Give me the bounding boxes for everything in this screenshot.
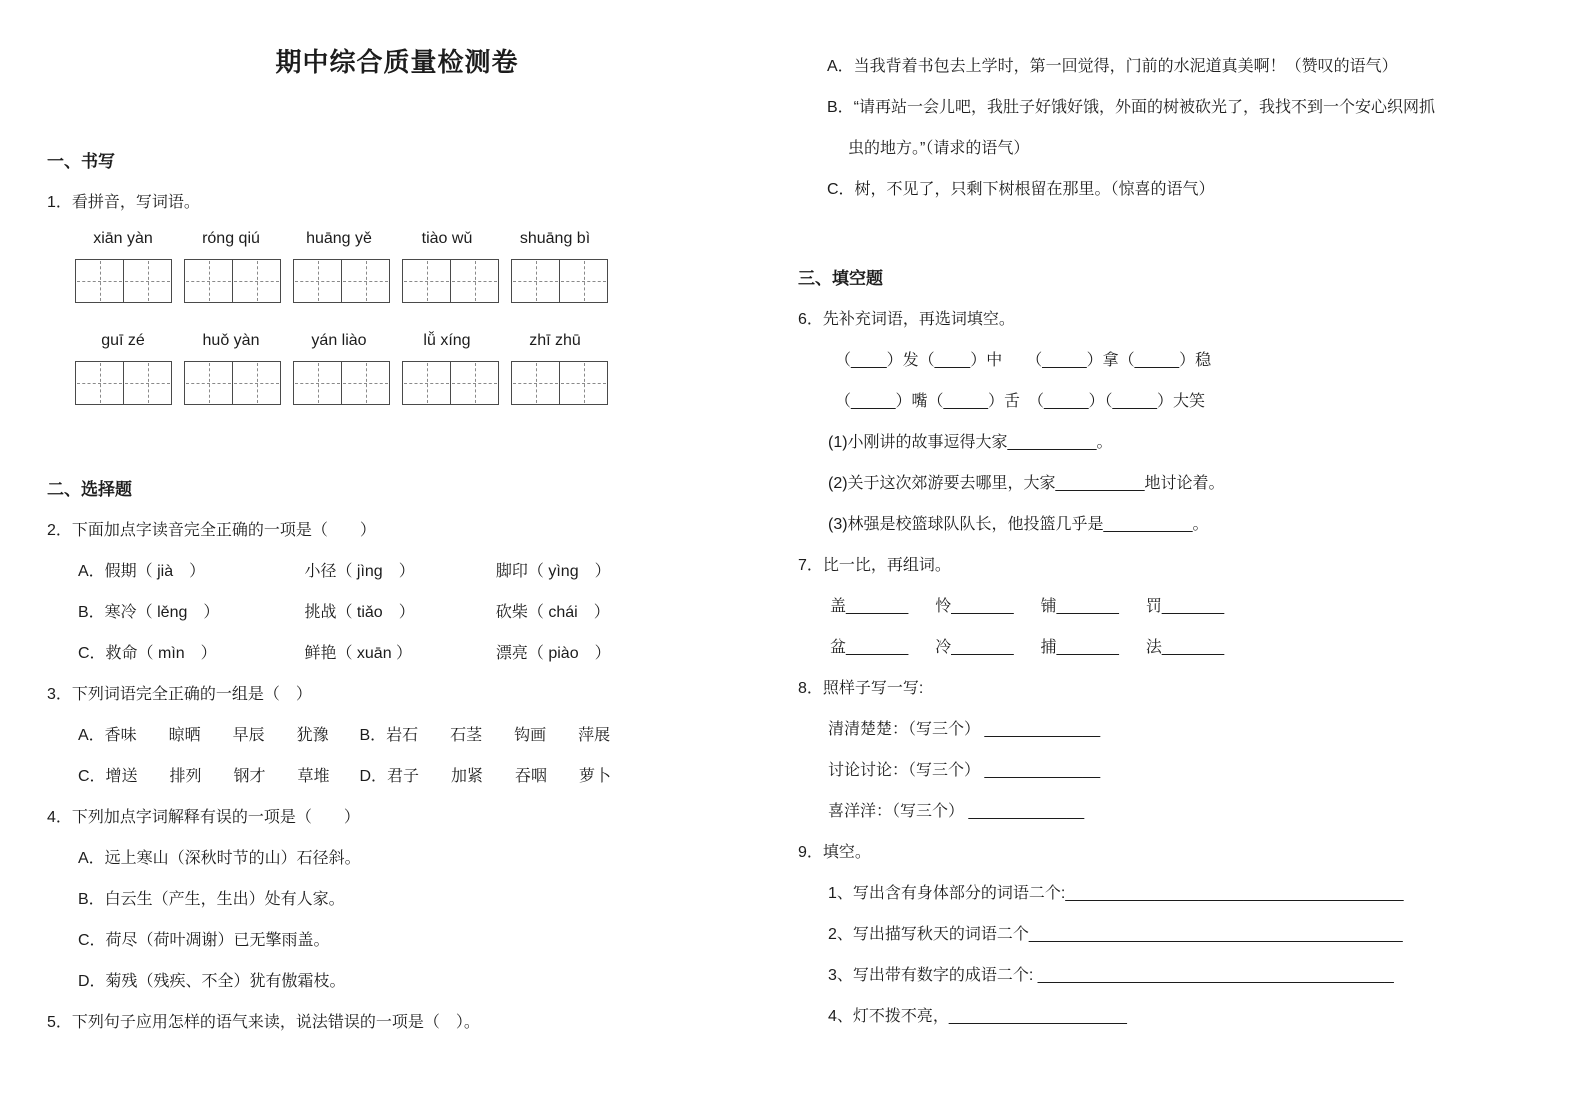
word-blank: 盆_______ [830, 639, 909, 656]
question-9-item-1: 1、写出含有身体部分的词语二个:______________________________________ [828, 885, 1404, 902]
writing-grid [75, 259, 172, 303]
option-text: B．寒冷（ lěng ） [78, 604, 220, 621]
word-blank: 怜_______ [935, 598, 1014, 615]
writing-grid-cell [123, 260, 171, 302]
writing-grid-cell [232, 260, 280, 302]
word-blank: 法_______ [1145, 639, 1225, 656]
option-text: C．增送 排列 钢才 草堆 [78, 768, 330, 785]
question-9-item-2: 2、写出描写秋天的词语二个__________________________________________ [828, 926, 1403, 943]
pinyin-label: róng qiú [202, 230, 260, 247]
writing-grid [402, 361, 499, 405]
option-text: A．香味 晾晒 早辰 犹豫 [78, 727, 329, 744]
option-text: A．假期（ jià ） [78, 563, 206, 580]
writing-grid [75, 361, 172, 405]
writing-grid [184, 259, 281, 303]
question-2-option-c [47, 633, 747, 674]
question-4-option-b: B．白云生（产生，生出）处有人家。 [78, 891, 345, 908]
option-text: 脚印（ yìng ） [495, 563, 611, 580]
question-5-option-b: B．“请再站一会儿吧，我肚子好饿好饿，外面的树被砍光了，我找不到一个安心织网抓虫的地方。”（请求的语气） [827, 99, 1436, 157]
question-6-sub-3: (3)林强是校篮球队队长，他投篮几乎是__________。 [828, 516, 1209, 533]
question-2-option-b [47, 592, 747, 633]
writing-grid-cell [403, 362, 450, 404]
writing-grid [511, 259, 608, 303]
writing-grid-cell [341, 260, 389, 302]
writing-grid-cell [76, 260, 123, 302]
option-text: D．君子 加紧 吞咽 萝卜 [359, 768, 612, 785]
writing-grid-row-1 [75, 259, 747, 303]
question-3-stem: 3．下列词语完全正确的一组是（ ） [47, 686, 312, 703]
writing-grid-cell [559, 260, 607, 302]
writing-grid-cell [559, 362, 607, 404]
writing-grid-cell [512, 362, 559, 404]
writing-grid-row-2 [75, 361, 747, 405]
word-blank: 捕_______ [1040, 639, 1119, 656]
question-6-sub-2: (2)关于这次郊游要去哪里，大家__________地讨论着。 [828, 475, 1225, 492]
left-column [47, 0, 747, 1118]
writing-grid [402, 259, 499, 303]
question-6-stem: 6．先补充词语，再选词填空。 [798, 311, 1015, 328]
pinyin-label: lǚ xíng [423, 332, 471, 349]
writing-grid-cell [185, 362, 232, 404]
writing-grid [184, 361, 281, 405]
writing-grid-cell [294, 362, 341, 404]
option-text: 漂亮（ piào ） [495, 645, 611, 662]
section-3-heading: 三、填空题 [798, 269, 883, 288]
writing-grid-cell [450, 362, 498, 404]
question-6-blank-row-2: （_____）嘴（_____）舌 （_____）（_____）大笑 [835, 393, 1205, 410]
writing-grid-cell [512, 260, 559, 302]
pinyin-label: yán liào [311, 332, 367, 349]
question-4-stem: 4．下列加点字词解释有误的一项是（ ） [47, 809, 360, 826]
question-5-option-c: C．树，不见了，只剩下树根留在那里。（惊喜的语气） [827, 181, 1215, 198]
page-title: 期中综合质量检测卷 [275, 47, 519, 77]
question-6-blank-row-1: （____）发（____）中 （_____）拿（_____）稳 [835, 352, 1212, 369]
writing-grid-cell [123, 362, 171, 404]
question-7-stem: 7．比一比，再组词。 [798, 557, 951, 574]
section-1-heading: 一、书写 [47, 152, 115, 171]
question-8-item-1: 清清楚楚：（写三个） _____________ [828, 721, 1101, 738]
writing-grid [293, 259, 390, 303]
writing-grid-cell [294, 260, 341, 302]
writing-grid [511, 361, 608, 405]
question-9-item-3: 3、写出带有数字的成语二个: ________________________________________ [828, 967, 1394, 984]
option-text: C．救命（ mìn ） [78, 645, 217, 662]
option-text: 挑战（ tiǎo ） [304, 604, 415, 621]
question-9-item-4: 4、灯不拨不亮，____________________ [828, 1008, 1127, 1025]
question-2-stem: 2．下面加点字读音完全正确的一项是（ ） [47, 522, 376, 539]
right-column [798, 0, 1532, 1118]
option-text: 鲜艳（ xuān ） [304, 645, 413, 662]
question-5-option-a: A．当我背着书包去上学时，第一回觉得，门前的水泥道真美啊！（赞叹的语气） [827, 58, 1398, 75]
question-5-stem: 5．下列句子应用怎样的语气来读，说法错误的一项是（ ）。 [47, 1014, 480, 1031]
pinyin-label: guī zé [101, 332, 145, 349]
word-blank: 罚_______ [1145, 598, 1225, 615]
writing-grid-cell [403, 260, 450, 302]
question-7-row-2 [798, 627, 1532, 668]
question-2-option-a [47, 551, 747, 592]
word-blank: 铺_______ [1040, 598, 1119, 615]
pinyin-label: xiān yàn [93, 230, 153, 247]
pinyin-label: shuāng bì [519, 230, 591, 247]
question-9-stem: 9．填空。 [798, 844, 871, 861]
option-text: B．岩石 石茎 钩画 萍展 [359, 727, 611, 744]
question-4-option-c: C．荷尽（荷叶凋谢）已无擎雨盖。 [78, 932, 330, 949]
question-8-item-3: 喜洋洋：（写三个） _____________ [828, 803, 1085, 820]
writing-grid-cell [185, 260, 232, 302]
section-2-heading: 二、选择题 [47, 480, 132, 499]
option-text: 小径（ jìng ） [304, 563, 415, 580]
writing-grid-cell [341, 362, 389, 404]
question-3-options-ab [47, 715, 747, 756]
pinyin-label: huǒ yàn [202, 332, 260, 349]
pinyin-label: zhī zhū [529, 332, 581, 349]
pinyin-label: tiào wǔ [421, 230, 473, 247]
writing-grid-cell [232, 362, 280, 404]
question-7-row-1 [798, 586, 1532, 627]
question-6-sub-1: (1)小刚讲的故事逗得大家__________。 [828, 434, 1113, 451]
writing-grid-cell [450, 260, 498, 302]
word-blank: 盖_______ [830, 598, 909, 615]
question-4-option-d: D．菊残（残疾、不全）犹有傲霜枝。 [78, 973, 346, 990]
question-1-stem: 1．看拼音，写词语。 [47, 194, 200, 211]
writing-grid-cell [76, 362, 123, 404]
question-4-option-a: A．远上寒山（深秋时节的山）石径斜。 [78, 850, 361, 867]
writing-grid [293, 361, 390, 405]
pinyin-row-1 [75, 227, 747, 251]
option-text: 砍柴（ chái ） [495, 604, 610, 621]
question-8-stem: 8．照样子写一写: [798, 680, 924, 697]
word-blank: 冷_______ [935, 639, 1014, 656]
pinyin-row-2 [75, 329, 747, 353]
question-8-item-2: 讨论讨论：（写三个） _____________ [828, 762, 1101, 779]
question-3-options-cd [47, 756, 747, 797]
pinyin-label: huāng yě [306, 230, 372, 247]
